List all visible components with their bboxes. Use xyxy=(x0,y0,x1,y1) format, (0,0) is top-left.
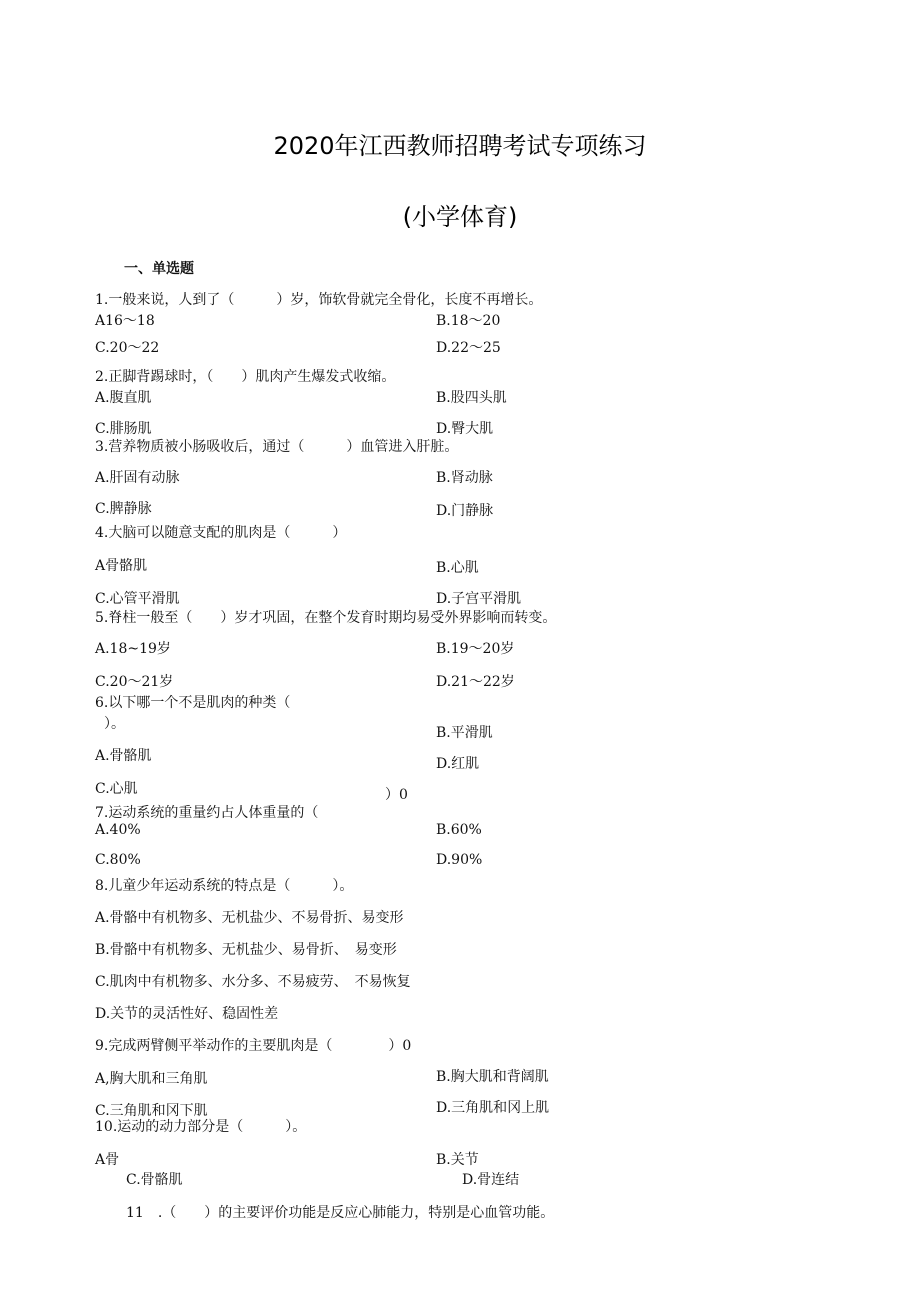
question-10-option-b: B.关节 xyxy=(436,1152,479,1168)
question-1-option-a: A16～18 xyxy=(95,313,155,329)
question-9-option-d: D.三角肌和冈上肌 xyxy=(436,1100,550,1116)
question-9-option-a: A,胸大肌和三角肌 xyxy=(95,1071,208,1087)
question-10-stem: 10.运动的动力部分是（ ）。 xyxy=(95,1119,307,1135)
question-7-option-c: C.80% xyxy=(95,852,141,868)
question-5-option-b: B.19～20岁 xyxy=(436,641,515,657)
question-4-option-c: C.心管平滑肌 xyxy=(95,591,180,607)
question-4-stem: 4.大脑可以随意支配的肌肉是（ ） xyxy=(95,525,347,541)
question-10-option-c: C.骨骼肌 xyxy=(126,1172,183,1188)
document-title: 2020年江西教师招聘考试专项练习 xyxy=(273,132,647,160)
question-6-option-a: A.骨骼肌 xyxy=(95,748,152,764)
question-3-option-b: B.肾动脉 xyxy=(436,470,493,486)
question-9-option-c-clipped xyxy=(95,1102,295,1119)
question-5-option-d: D.21～22岁 xyxy=(436,674,515,690)
question-7-stem-end: ）0 xyxy=(385,787,408,803)
question-7-option-a: A.40% xyxy=(95,822,141,838)
question-9-stem: 9.完成两臂侧平举动作的主要肌肉是（ ）0 xyxy=(95,1038,412,1054)
question-9-option-b: B.胸大肌和背阔肌 xyxy=(436,1069,549,1085)
question-8-option-c: C.肌肉中有机物多、水分多、不易疲劳、 不易恢复 xyxy=(95,974,411,990)
question-8-option-d: D.关节的灵活性好、稳固性差 xyxy=(95,1006,279,1022)
question-8-option-a: A.骨骼中有机物多、无机盐少、不易骨折、易变形 xyxy=(95,910,404,926)
question-10-option-a: A骨 xyxy=(95,1152,120,1168)
question-3-option-a: A.肝固有动脉 xyxy=(95,470,180,486)
question-4-option-a: A骨骼肌 xyxy=(95,558,148,574)
question-11-stem: 11 .（ ）的主要评价功能是反应心肺能力，特别是心血管功能。 xyxy=(126,1205,555,1221)
question-5-option-a: A.18~19岁 xyxy=(95,641,171,657)
question-9-option-c: C.三角肌和冈下肌 xyxy=(95,1103,208,1119)
question-7-option-d: D.90% xyxy=(436,852,483,868)
question-5-option-c: C.20～21岁 xyxy=(95,674,174,690)
question-6-stem: 6.以下哪一个不是肌肉的种类（ xyxy=(95,695,291,711)
question-1-option-b: B.18～20 xyxy=(436,313,501,329)
question-4-option-b: B.心肌 xyxy=(436,560,479,576)
question-2-option-a: A.腹直肌 xyxy=(95,390,152,406)
section-heading: 一、单选题 xyxy=(124,261,194,277)
question-2-option-c: C.腓肠肌 xyxy=(95,421,152,437)
question-3-stem: 3.营养物质被小肠吸收后，通过（ ）血管进入肝脏。 xyxy=(95,439,459,455)
question-1-option-c: C.20～22 xyxy=(95,340,160,356)
question-2-option-d: D.臀大肌 xyxy=(436,421,494,437)
question-8-stem: 8.儿童少年运动系统的特点是（ ）。 xyxy=(95,878,354,894)
question-6-option-c: C.心肌 xyxy=(95,781,138,797)
question-3-option-d: D.门静脉 xyxy=(436,503,494,519)
question-6-option-b: B.平滑肌 xyxy=(436,725,493,741)
question-7-stem: 7.运动系统的重量约占人体重量的（ xyxy=(95,805,319,821)
question-2-option-b: B.股四头肌 xyxy=(436,390,507,406)
document-subtitle: (小学体育) xyxy=(402,203,518,231)
question-2-stem: 2.正脚背踢球时，（ ）肌肉产生爆发式收缩。 xyxy=(95,369,396,385)
question-6-stem-continued: ）。 xyxy=(104,716,125,732)
question-3-option-c: C.脾静脉 xyxy=(95,501,152,517)
question-4-option-d: D.子宫平滑肌 xyxy=(436,591,522,607)
question-7-option-b: B.60% xyxy=(436,822,482,838)
question-6-option-d: D.红肌 xyxy=(436,756,480,772)
question-1-option-d: D.22～25 xyxy=(436,340,501,356)
question-10-option-d: D.骨连结 xyxy=(462,1172,520,1188)
question-7-stem-clipped xyxy=(95,805,395,821)
question-5-stem: 5.脊柱一般至（ ）岁才巩固，在整个发育时期均易受外界影响而转变。 xyxy=(95,610,557,626)
question-1-stem: 1.一般来说，人到了（ ）岁，饰软骨就完全骨化，长度不再增长。 xyxy=(95,292,543,308)
question-8-option-b: B.骨骼中有机物多、无机盐少、易骨折、 易变形 xyxy=(95,942,397,958)
